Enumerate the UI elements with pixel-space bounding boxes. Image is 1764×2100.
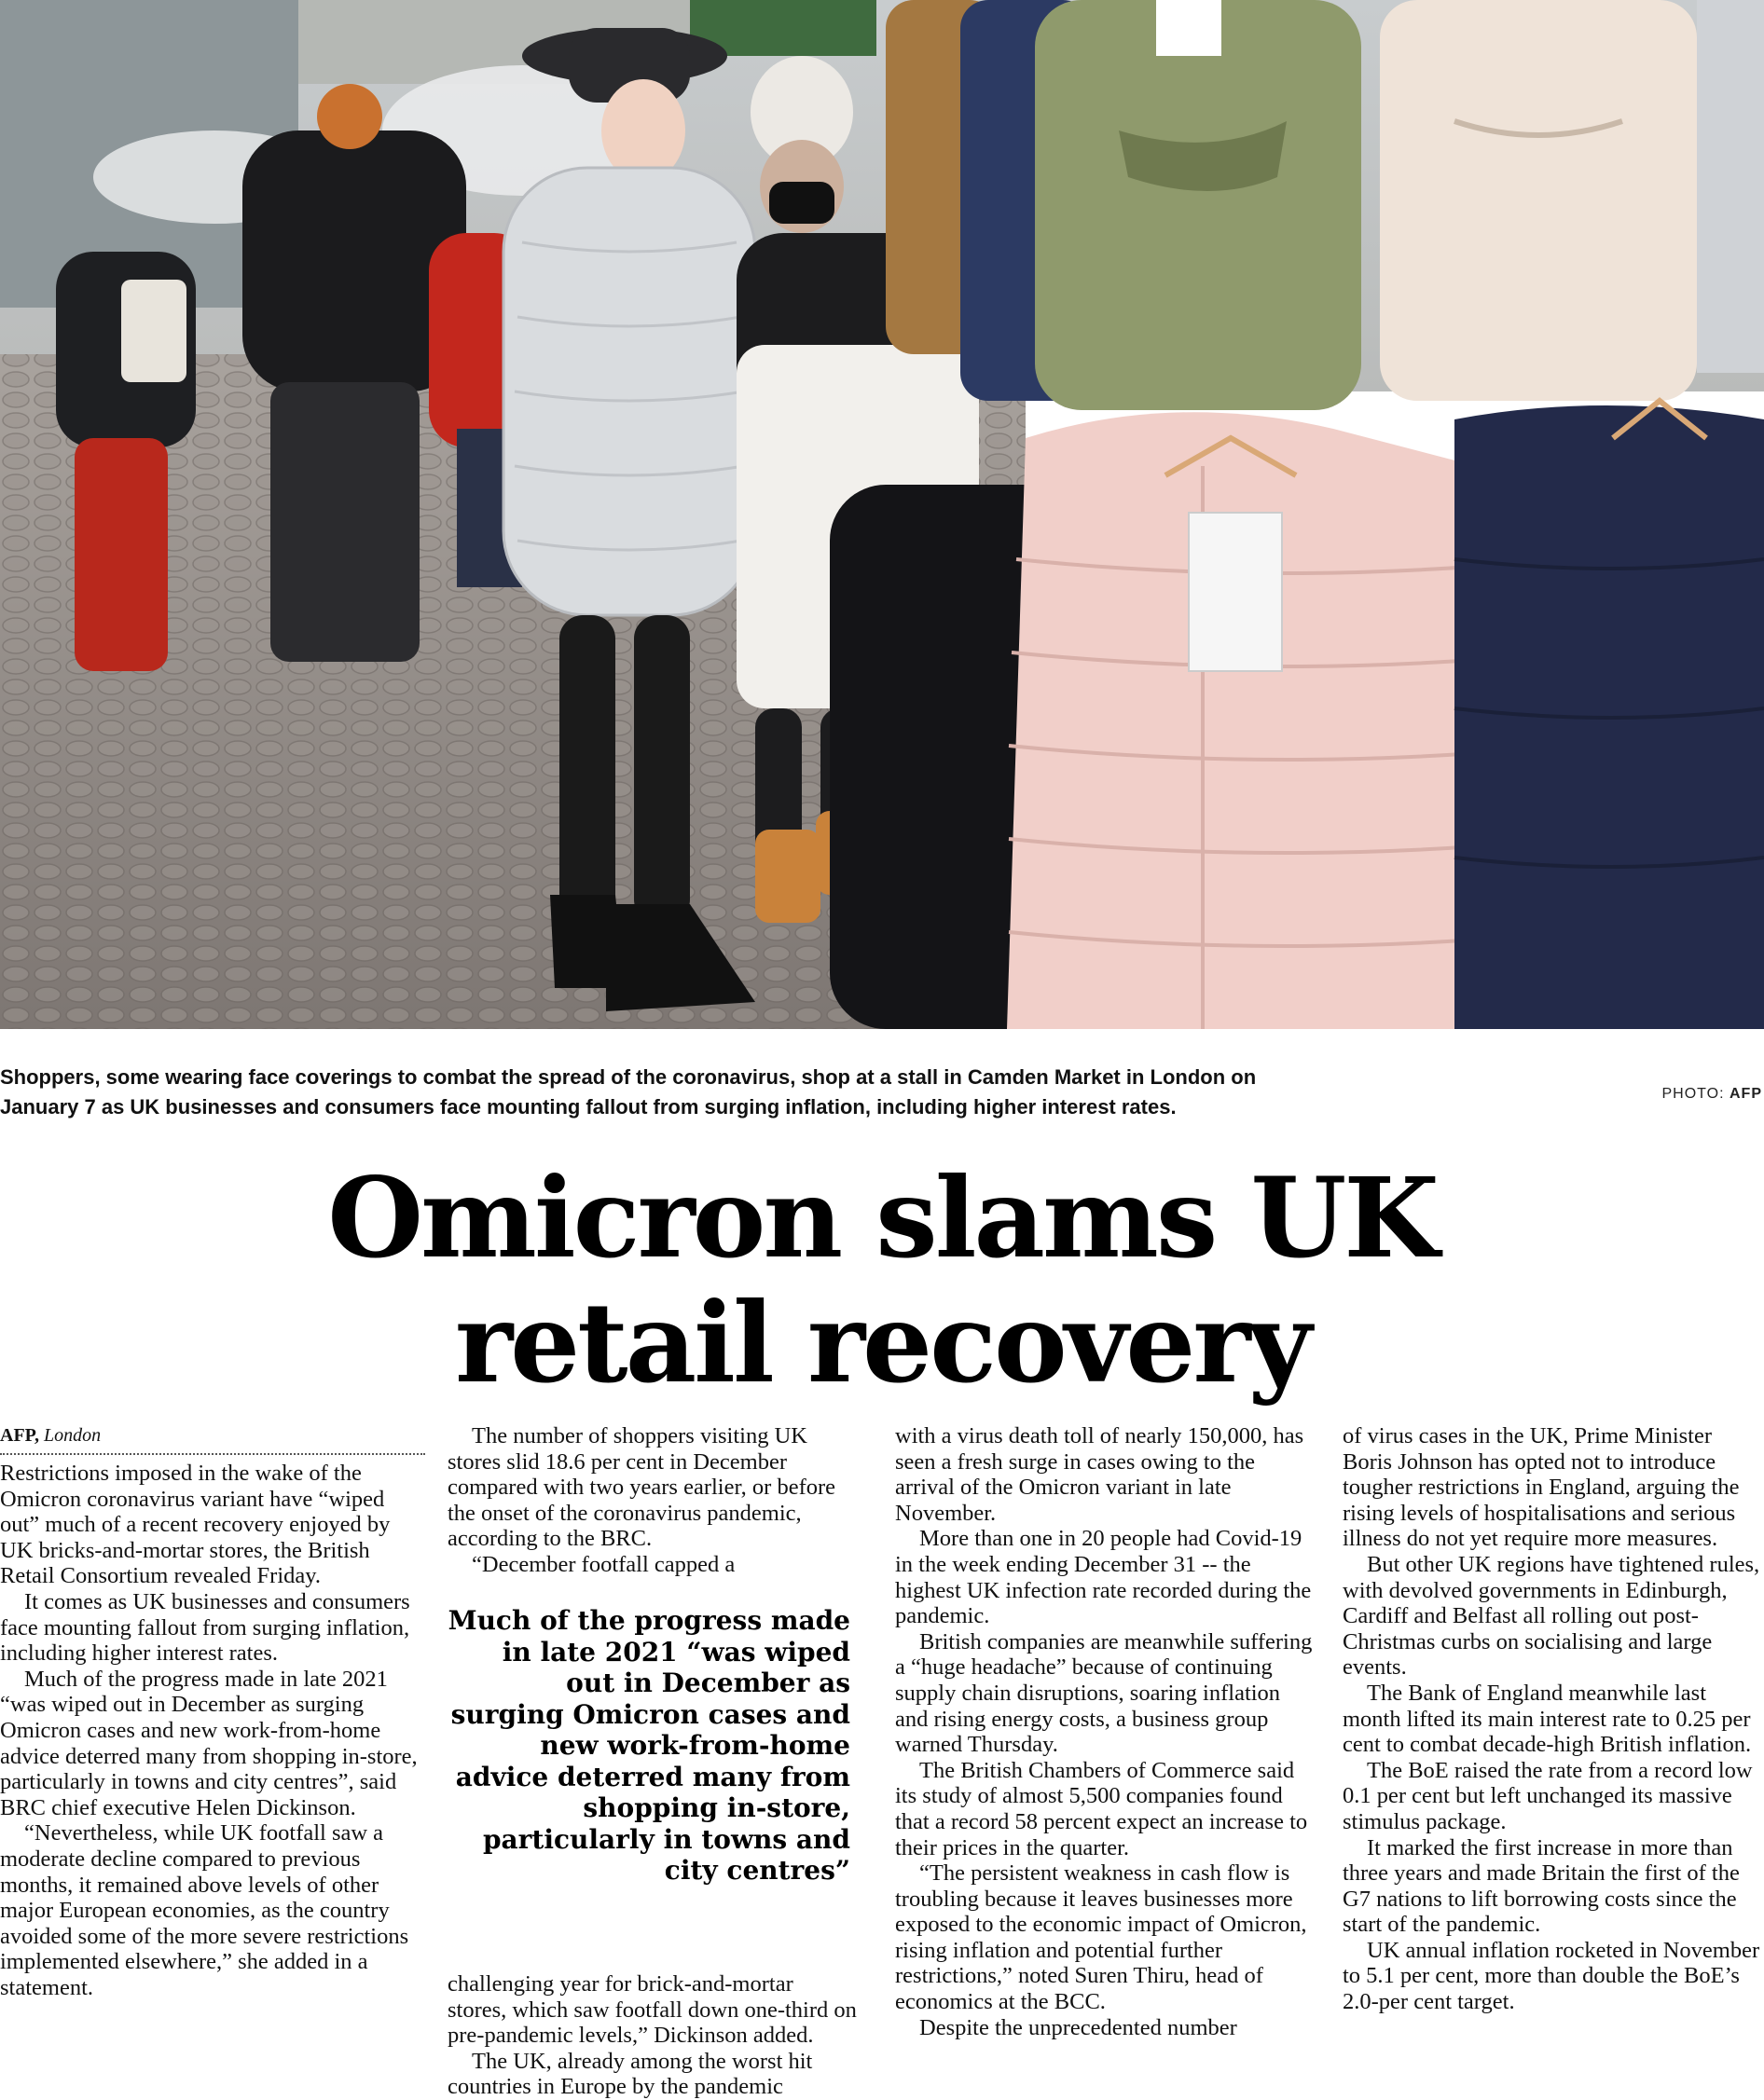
paragraph: Restrictions imposed in the wake of the Omicron coronavirus variant have “wiped out” much of a recent recovery enjoyed by UK bricks-and-mortar stores, the British Retail Consortium revealed Friday. bbox=[0, 1461, 391, 1589]
photo-caption: Shoppers, some wearing face coverings to combat the spread of the coronavirus, shop at a stall in Camden Market in London on January 7 as UK businesses and consumers face mounting fallout from surging inflation, including higher interest rates. bbox=[0, 1065, 1257, 1119]
photo-illustration bbox=[0, 0, 1764, 1029]
byline-agency: AFP, bbox=[0, 1425, 40, 1446]
credit-source: AFP bbox=[1730, 1086, 1762, 1102]
paragraph: Despite the unprecedented number bbox=[919, 2014, 1237, 2040]
news-photo bbox=[0, 0, 1764, 1029]
headline-line-2: retail recovery bbox=[454, 1278, 1310, 1407]
headline-line-1: Omicron slams UK bbox=[327, 1153, 1437, 1283]
paragraph: “Nevertheless, while UK footfall saw a moderate decline compared to previous months, it remained above levels of other major European economies, as the country avoided some of the more severe restrictions implemented elsewhere,” she added in a statement. bbox=[0, 1820, 409, 2000]
paragraph: The BoE raised the rate from a record low 0.1 per cent but left unchanged its massive stimulus package. bbox=[1343, 1757, 1753, 1834]
paragraph: It marked the first increase in more than three years and made Britain the first of the G7 nations to lift borrowing costs since the start of the pandemic. bbox=[1343, 1834, 1740, 1938]
article-column-3 bbox=[895, 1423, 1313, 2040]
paragraph: “December footfall capped a bbox=[472, 1551, 736, 1577]
article-column-2-bottom bbox=[448, 1971, 858, 2100]
paragraph: More than one in 20 people had Covid-19 in the week ending December 31 -- the highest UK infection rate recorded during the pandemic. bbox=[895, 1526, 1312, 1629]
paragraph: But other UK regions have tightened rules, with devolved governments in Edinburgh, Cardiff and Belfast all rolling out post-Christmas curbs on socialising and large events. bbox=[1343, 1551, 1760, 1681]
paragraph: The UK, already among the worst hit countries in Europe by the pandemic bbox=[448, 2048, 813, 2100]
paragraph: British companies are meanwhile suffering a “huge headache” because of continuing supply chain disruptions, soaring inflation and rising energy costs, a business group warned Thursday. bbox=[895, 1628, 1313, 1758]
article-column-2-top bbox=[448, 1423, 858, 1578]
headline bbox=[0, 1153, 1764, 1407]
paragraph: with a virus death toll of nearly 150,000, has seen a fresh surge in cases owing to the arrival of the Omicron variant in late November. bbox=[895, 1423, 1304, 1526]
paragraph: It comes as UK businesses and consumers face mounting fallout from surging inflation, including higher interest rates. bbox=[0, 1588, 410, 1667]
paragraph: The British Chambers of Commerce said its study of almost 5,500 companies found that a record 58 percent expect an increase to their prices in the quarter. bbox=[895, 1757, 1308, 1860]
article-column-1 bbox=[0, 1423, 425, 2000]
paragraph: The Bank of England meanwhile last month lifted its main interest rate to 0.25 per cent to combat decade-high British inflation. bbox=[1343, 1680, 1752, 1758]
paragraph: “The persistent weakness in cash flow is troubling because it leaves businesses more exposed to the economic impact of Omicron, rising inflation and potential further restrictions,” noted Suren Thiru, head of economics at the BCC. bbox=[895, 1860, 1307, 2015]
paragraph: Much of the progress made in late 2021 “was wiped out in December as surging Omicron cases and new work-from-home advice deterred many from shopping in-store, particularly in towns and city centres”, said BRC chief executive Helen Dickinson. bbox=[0, 1666, 418, 1820]
byline bbox=[0, 1423, 425, 1455]
byline-place: London bbox=[44, 1425, 102, 1446]
credit-label: PHOTO: bbox=[1661, 1086, 1725, 1102]
paragraph: UK annual inflation rocketed in November to 5.1 per cent, more than double the BoE’s 2.0-per cent target. bbox=[1343, 1937, 1760, 2015]
pull-quote: Much of the progress made in late 2021 “was wiped out in December as surging Omicron cases and new work-from-home advice deterred many from shopping in-store, particularly in towns and city centres” bbox=[448, 1605, 850, 1886]
paragraph: of virus cases in the UK, Prime Minister Boris Johnson has opted not to introduce tougher restrictions in England, arguing the rising levels of hospitalisations and serious illness do not yet require more measures. bbox=[1343, 1423, 1740, 1552]
paragraph: The number of shoppers visiting UK stores slid 18.6 per cent in December compared with two years earlier, or before the onset of the coronavirus pandemic, according to the BRC. bbox=[448, 1423, 836, 1552]
photo-credit bbox=[1662, 1086, 1763, 1103]
article-column-4 bbox=[1343, 1423, 1764, 2015]
paragraph: challenging year for brick-and-mortar stores, which saw footfall down one-third on pre-pandemic levels,” Dickinson added. bbox=[448, 1971, 857, 2049]
